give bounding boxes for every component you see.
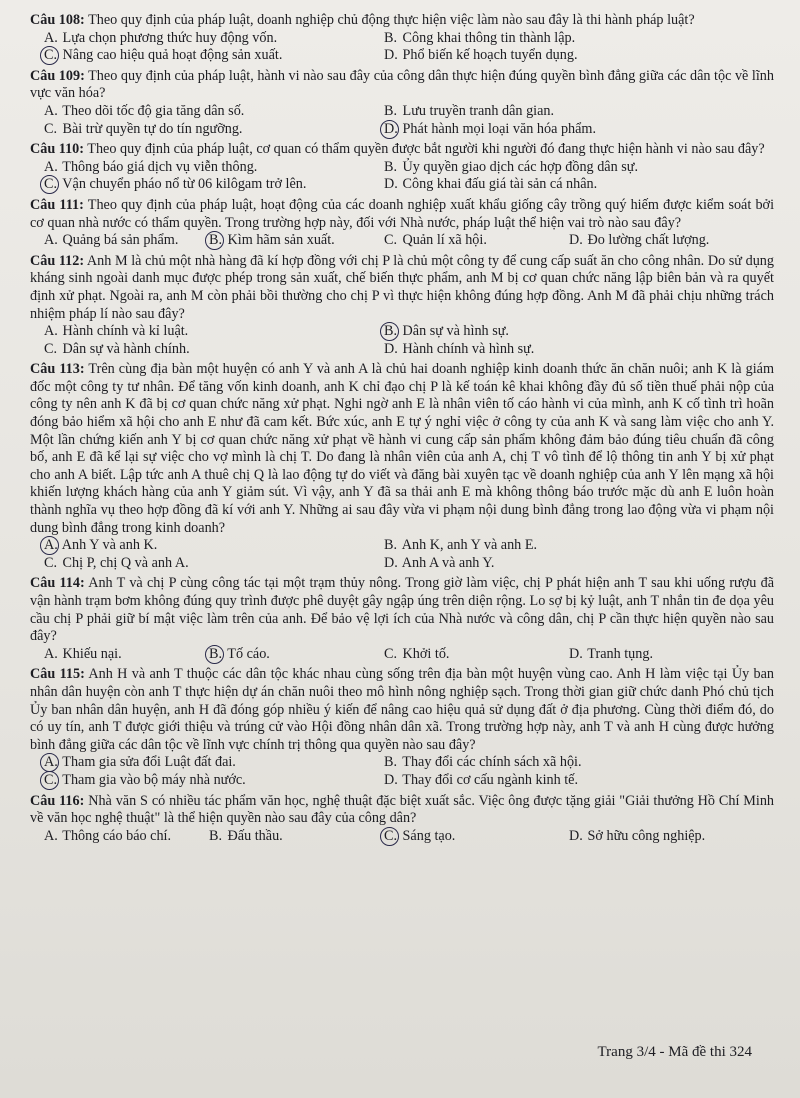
answer-text: Kìm hãm sản xuất. <box>227 232 335 249</box>
question-number: Câu 110: <box>30 141 84 158</box>
answer-option[interactable] <box>44 30 384 48</box>
answer-option[interactable] <box>384 646 569 664</box>
answer-text: Tranh tụng. <box>587 645 653 662</box>
question-text: Theo quy định của pháp luật, hoạt động của các doanh nghiệp xuất khẩu giống cây trồng quý hiếm được kiểm soát bởi cơ quan nhà nước có thẩm quyền. Trong trường hợp này, đối với Nhà nước, pháp luật thể hiện vai trò nào sau đây? <box>30 196 775 231</box>
answer-letter-circled: B. <box>384 323 398 340</box>
answer-options <box>30 646 774 664</box>
question-stem <box>30 666 774 754</box>
question-block <box>30 68 774 138</box>
answer-text: Công khai thông tin thành lập. <box>402 29 576 46</box>
question-stem <box>30 12 774 30</box>
answer-letter: C. <box>44 554 58 571</box>
question-stem <box>30 575 774 645</box>
answer-options <box>30 159 774 194</box>
answer-text: Khiếu nại. <box>62 645 122 662</box>
answer-option[interactable] <box>44 176 384 194</box>
answer-option[interactable] <box>384 103 774 121</box>
answer-text: Hành chính và kỉ luật. <box>62 323 189 340</box>
answer-text: Anh K, anh Y và anh E. <box>401 537 538 554</box>
question-block <box>30 197 774 250</box>
answer-text: Theo dõi tốc độ gia tăng dân số. <box>62 102 245 119</box>
answer-option[interactable] <box>384 828 569 846</box>
answer-letter: B. <box>384 102 398 119</box>
answer-option[interactable] <box>209 232 384 250</box>
question-list <box>30 12 774 845</box>
answer-text: Sở hữu công nghiệp. <box>587 827 706 844</box>
question-stem <box>30 793 774 828</box>
answer-text: Khởi tố. <box>402 645 450 662</box>
answer-option[interactable] <box>44 341 384 359</box>
answer-option[interactable] <box>569 646 774 664</box>
answer-text: Sáng tạo. <box>402 827 456 844</box>
answer-letter: D. <box>569 645 583 662</box>
answer-option[interactable] <box>569 828 774 846</box>
answer-text: Anh Y và anh K. <box>61 537 158 554</box>
answer-option[interactable] <box>209 646 384 664</box>
question-text: Theo quy định của pháp luật, hành vi nào sau đây của công dân thực hiện đúng quyền bình đẳng giữa các dân tộc về lĩnh vực văn hóa? <box>30 67 774 102</box>
answer-text: Công khai đấu giá tài sản cá nhân. <box>402 176 598 193</box>
answer-letter: A. <box>44 29 58 46</box>
answer-letter: C. <box>384 232 398 249</box>
answer-option[interactable] <box>44 323 384 341</box>
answer-option[interactable] <box>384 772 774 790</box>
answer-letter: C. <box>384 645 398 662</box>
answer-letter: A. <box>44 232 58 249</box>
answer-text: Anh A và anh Y. <box>401 554 495 571</box>
answer-letter-circled: A. <box>44 754 58 771</box>
answer-text: Bài trừ quyền tự do tín ngưỡng. <box>62 120 243 137</box>
answer-text: Đấu thầu. <box>227 827 283 844</box>
question-number: Câu 109: <box>30 67 85 84</box>
answer-option[interactable] <box>44 121 384 139</box>
answer-text: Ủy quyền giao dịch các hợp đồng dân sự. <box>402 158 638 175</box>
answer-option[interactable] <box>384 537 774 555</box>
answer-letter: A. <box>44 323 58 340</box>
question-text: Theo quy định của pháp luật, cơ quan có thẩm quyền được bắt người khi người đó đang thực hiện hành vi nào sau đây? <box>87 141 765 158</box>
question-stem <box>30 68 774 103</box>
answer-letter-circled: B. <box>209 232 223 249</box>
answer-options <box>30 232 774 250</box>
answer-letter: B. <box>384 537 398 554</box>
question-number: Câu 116: <box>30 792 85 809</box>
question-number: Câu 115: <box>30 666 85 683</box>
answer-letter: A. <box>44 158 58 175</box>
answer-letter: D. <box>384 554 398 571</box>
answer-option[interactable] <box>384 121 774 139</box>
answer-letter: D. <box>569 827 583 844</box>
question-number: Câu 114: <box>30 575 85 592</box>
answer-letter: C. <box>44 340 58 357</box>
question-block <box>30 793 774 846</box>
question-text: Nhà văn S có nhiều tác phẩm văn học, nghệ thuật đặc biệt xuất sắc. Việc ông được tặng giải "Giải thưởng Hồ Chí Minh về văn học nghệ thuật" là thể hiện quyền nào sau đây của công dân? <box>30 792 775 827</box>
answer-letter: B. <box>384 754 398 771</box>
answer-options <box>30 103 774 138</box>
answer-letter-circled: C. <box>44 176 58 193</box>
answer-option[interactable] <box>44 772 384 790</box>
question-text: Anh M là chủ một nhà hàng đã kí hợp đồng với chị P là chủ một công ty để cung cấp suất ăn cho công nhân. Do sử dụng kháng sinh ngoài danh mục được phép trong sản xuất, chế biến thực phẩm, anh M bị cơ quan chức năng lập biên bản và ra quyết định xử phạt. Ngoài ra, anh M còn phải bồi thường cho chị P vì thực hiện không đúng hợp đồng. Anh M đã phải chịu những trách nhiệm pháp lí nào sau đây? <box>30 252 774 322</box>
question-number: Câu 111: <box>30 196 84 213</box>
answer-text: Lưu truyền tranh dân gian. <box>402 102 555 119</box>
answer-option[interactable] <box>44 232 209 250</box>
question-number: Câu 113: <box>30 361 85 378</box>
answer-option[interactable] <box>384 555 774 573</box>
answer-text: Thay đổi các chính sách xã hội. <box>402 754 582 771</box>
answer-option[interactable] <box>44 159 384 177</box>
answer-text: Tố cáo. <box>227 645 270 662</box>
answer-text: Lựa chọn phương thức huy động vốn. <box>62 29 278 46</box>
question-text: Anh H và anh T thuộc các dân tộc khác nhau cùng sống trên địa bàn một huyện vùng cao. Anh H làm việc tại Ủy ban nhân dân huyện còn anh T thực hiện dự án chăn nuôi theo mô hình nông nghiệp sạch. Trong thời gian giữ chức danh Phó chủ tịch Ủy ban nhân dân huyện, anh H đã đóng góp nhiều ý kiến để nâng cao hiệu quả sử dụng đất ở địa phương. Cùng thời điểm đó, do có uy tín, anh T được giới thiệu và trúng cử vào Hội đồng nhân dân xã. Trong trường hợp này, anh T và anh H cùng được hưởng bình đẳng giữa các dân tộc về lĩnh vực chính trị thông qua quyền nào sau đây? <box>30 666 774 753</box>
answer-letter: B. <box>209 827 223 844</box>
question-block <box>30 141 774 194</box>
answer-text: Thông cáo báo chí. <box>62 827 172 844</box>
answer-letter-circled: C. <box>44 771 58 788</box>
question-block <box>30 361 774 572</box>
answer-letter: D. <box>384 771 398 788</box>
answer-text: Thay đổi cơ cấu ngành kinh tế. <box>402 771 579 788</box>
answer-letter: A. <box>44 645 58 662</box>
answer-options <box>30 828 774 846</box>
answer-letter-circled: D. <box>384 120 398 137</box>
answer-letter-circled: B. <box>209 645 223 662</box>
question-block <box>30 12 774 65</box>
answer-text: Dân sự và hành chính. <box>62 340 190 357</box>
answer-option[interactable] <box>44 646 209 664</box>
answer-text: Vận chuyển pháo nổ từ 06 kilôgam trở lên. <box>62 176 307 193</box>
answer-text: Dân sự và hình sự. <box>402 323 509 340</box>
answer-option[interactable] <box>384 323 774 341</box>
question-number: Câu 108: <box>30 12 85 28</box>
answer-letter: B. <box>384 158 398 175</box>
answer-option[interactable] <box>209 828 384 846</box>
answer-text: Quảng bá sản phẩm. <box>62 232 179 249</box>
answer-text: Đo lường chất lượng. <box>587 232 710 249</box>
answer-letter-circled: A. <box>44 537 58 554</box>
answer-letter: A. <box>44 102 58 119</box>
answer-option[interactable] <box>569 232 774 250</box>
question-text: Anh T và chị P cùng công tác tại một trạm thủy nông. Trong giờ làm việc, chị P phát hiện anh T sau khi uống rượu đã vận hành trạm bơm không đúng quy trình được phê duyệt gây ngập úng trên diện rộng. Lo sợ bị kỷ luật, anh T nhắn tin đe dọa yêu cầu chị P phải giữ bí mật việc làm trên của anh. Để bảo vệ lợi ích của Nhà nước và công dân, chị P cần thực hiện quyền nào sau đây? <box>30 575 775 645</box>
answer-option[interactable] <box>384 176 774 194</box>
answer-option[interactable] <box>384 159 774 177</box>
answer-option[interactable] <box>44 754 384 772</box>
answer-letter: C. <box>44 120 58 137</box>
question-block <box>30 666 774 789</box>
question-stem <box>30 361 774 537</box>
question-stem <box>30 197 774 232</box>
question-stem <box>30 253 774 323</box>
answer-option[interactable] <box>384 341 774 359</box>
question-stem <box>30 141 774 159</box>
answer-text: Quản lí xã hội. <box>402 232 487 249</box>
answer-text: Chị P, chị Q và anh A. <box>62 554 189 571</box>
answer-option[interactable] <box>44 555 384 573</box>
answer-options <box>30 754 774 789</box>
answer-text: Phát hành mọi loại văn hóa phẩm. <box>402 120 597 137</box>
answer-text: Thông báo giá dịch vụ viễn thông. <box>62 158 258 175</box>
answer-letter-circled: C. <box>44 47 58 64</box>
answer-text: Hành chính và hình sự. <box>402 340 535 357</box>
answer-option[interactable] <box>44 47 384 65</box>
answer-options <box>30 537 774 572</box>
answer-letter-circled: C. <box>384 827 398 844</box>
answer-option[interactable] <box>44 103 384 121</box>
answer-text: Nâng cao hiệu quả hoạt động sản xuất. <box>62 47 283 64</box>
answer-letter: D. <box>384 47 398 64</box>
question-block <box>30 575 774 663</box>
page-footer: Trang 3/4 - Mã đề thi 324 <box>597 1044 752 1060</box>
answer-text: Phổ biến kế hoạch tuyển dụng. <box>402 47 578 64</box>
answer-option[interactable] <box>384 232 569 250</box>
answer-option[interactable] <box>44 828 209 846</box>
answer-options <box>30 30 774 65</box>
question-text: Trên cùng địa bàn một huyện có anh Y và anh A là chủ hai doanh nghiệp kinh doanh thức ăn chăn nuôi; anh K là giám đốc một công ty tư nhân. Để tăng vốn kinh doanh, anh K chỉ đạo chị P là kế toán kê khai không đầy đủ số tiền thuế phải nộp của công ty nên anh K đã bị cơ quan chức năng xử phạt. Nghi ngờ anh E là nhân viên tố cáo hành vi của mình, anh K cố tình trì hoãn đóng bảo hiểm xã hội cho anh E như đã cam kết. Bức xúc, anh E tự ý nghỉ việc ở công ty của anh K và sang làm việc cho anh Y. Một lần chứng kiến anh Y bị cơ quan chức năng xử phạt về hành vi cung cấp sản phẩm không đảm bảo đúng tiêu chuẩn đã công bố, anh E đã kể lại sự việc cho vợ mình là chị T. Do đang là nhân viên của anh A, chị T vô tình để lộ thông tin anh Y bị xử phạt cho anh A biết. Lập tức anh A thuê chị Q là lao động tự do viết và đăng bài xuyên tạc về doanh nghiệp của anh Y lên mạng xã hội khiến lượng khách hàng của anh Y giảm sút. Vì vậy, anh Y đã sa thải anh E mà không thông báo trước mặc dù anh E luôn hoàn thành nghĩa vụ theo hợp đồng đã kí với anh Y. Những ai sau đây vừa vi phạm nội dung bình đẳng trong lao động vừa vi phạm nội dung bình đẳng trong kinh doanh? <box>30 361 775 536</box>
answer-option[interactable] <box>384 47 774 65</box>
answer-option[interactable] <box>384 30 774 48</box>
answer-text: Tham gia sửa đổi Luật đất đai. <box>62 754 236 771</box>
answer-letter: A. <box>44 827 58 844</box>
answer-option[interactable] <box>44 537 384 555</box>
answer-letter: D. <box>384 176 398 193</box>
answer-option[interactable] <box>384 754 774 772</box>
answer-letter: B. <box>384 29 398 46</box>
answer-options <box>30 323 774 358</box>
question-text: Theo quy định của pháp luật, doanh nghiệp chủ động thực hiện việc làm nào sau đây là thi hành pháp luật? <box>88 12 695 28</box>
answer-text: Tham gia vào bộ máy nhà nước. <box>62 771 246 788</box>
question-number: Câu 112: <box>30 252 85 269</box>
question-block <box>30 253 774 359</box>
answer-letter: D. <box>384 340 398 357</box>
answer-letter: D. <box>569 232 583 249</box>
